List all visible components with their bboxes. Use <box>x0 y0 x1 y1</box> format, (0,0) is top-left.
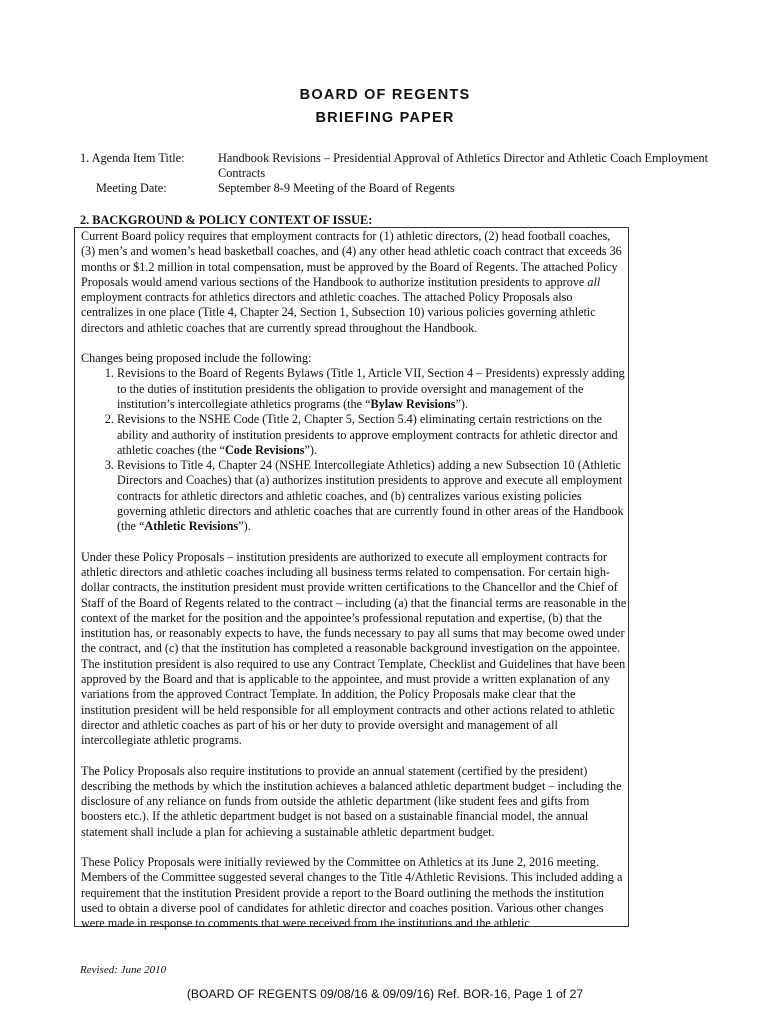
list-item-end: ”). <box>455 396 469 411</box>
list-item-term: Athletic Revisions <box>144 519 239 534</box>
list-item-term: Bylaw Revisions <box>370 396 456 411</box>
content-body <box>81 229 627 946</box>
agenda-item-label: 1. Agenda Item Title: <box>80 151 185 165</box>
agenda-item-value: Handbook Revisions – Presidential Approval of Athletics Director and Athletic Coach Employment Contracts <box>218 151 709 180</box>
list-item <box>117 366 627 412</box>
paragraph-text: Current Board policy requires that employment contracts for (1) athletic directors, (2) head football coaches, (3) men’s and women’s head basketball coaches, and (4) any other head athletic coach contract that exceeds 36 months or $1.2 million in total compensation, must be approved by the Board of Regents. The attached Policy Proposals would amend various sections of the Handbook to authorize institution presidents to approve <box>81 229 622 289</box>
paragraph-policy-proposals: Under these Policy Proposals – institution presidents are authorized to execute all employment contracts for athletic directors and athletic coaches including all business terms related to compensation. For certain high-dollar contracts, the institution president must provide written certifications to the Chancellor and the Chief of Staff of the Board of Regents related to the contract – including (a) that the financial terms are reasonable in the context of the market for the position and the appointee’s professional reputation and expertise, (b) that the institution has, or reasonably expects to have, the funds necessary to pay all sums that may become owed under the contract, and (c) that the institution has completed a reasonable background investigation on the appointee. The institution president is also required to use any Contract Template, Checklist and Guidelines that have been approved by the Board and that is applicable to the appointee, and must provide a written explanation of any variations from the approved Contract Template. In addition, the Policy Proposals make clear that the institution president will be held responsible for all employment contracts and other actions related to athletic director and athletic coaches as part of his or her duty to provide oversight and management of all intercollegiate athletic programs. <box>81 549 627 748</box>
list-item-text: Revisions to the NSHE Code (Title 2, Chapter 5, Section 5.4) eliminating certain restrictions on the ability and authority of institution presidents to approve employment contracts for athletic director and athletic coaches (the “ <box>117 412 618 457</box>
page-footer: (BOARD OF REGENTS 09/08/16 & 09/09/16) Ref. BOR-16, Page 1 of 27 <box>186 987 584 1001</box>
list-item-term: Code Revisions <box>224 442 305 457</box>
list-item-end: ”). <box>238 519 251 534</box>
changes-intro: Changes being proposed include the following: <box>81 351 312 366</box>
meeting-date-label: Meeting Date: <box>96 181 167 195</box>
section-heading: 2. BACKGROUND & POLICY CONTEXT OF ISSUE: <box>80 213 373 227</box>
list-item <box>117 458 627 534</box>
list-item-end: ”). <box>304 442 318 457</box>
document-subtitle: BRIEFING PAPER <box>315 110 455 126</box>
changes-list <box>81 366 627 534</box>
revised-date: Revised: June 2010 <box>80 964 167 976</box>
paragraph-annual-statement: The Policy Proposals also require institutions to provide an annual statement (certified by the president) describing the methods by which the institution achieves a balanced athletic department budget – including the disclosure of any reliance on funds from outside the athletic department (like student fees and gifts from boosters etc.). If the athletic department budget is not based on a sustainable financial model, the annual statement shall include a plan for achieving a sustainable athletic department budget. <box>81 763 622 839</box>
document-title: BOARD OF REGENTS <box>299 87 471 103</box>
paragraph-text: employment contracts for athletics directors and athletic coaches. The attached Policy Proposals also centralizes in one place (Title 4, Chapter 24, Section 1, Subsection 10) various policies governing athletic directors and athletic coaches that are currently spread throughout the Handbook. <box>81 290 596 335</box>
list-item-text: Revisions to Title 4, Chapter 24 (NSHE Intercollegiate Athletics) adding a new Subsection 10 (Athletic Directors and Coaches) that (a) authorizes institution presidents to approve and execute all employment contracts for athletic directors and athletic coaches, and (b) centralizes various existing policies governing athletic directors and athletic coaches that are currently found in other areas of the Handbook (the “ <box>117 458 624 534</box>
emphasis-all: all <box>587 274 601 289</box>
list-item <box>117 412 627 458</box>
meeting-date-value: September 8-9 Meeting of the Board of Regents <box>218 181 455 195</box>
paragraph-current-policy <box>81 229 627 336</box>
paragraph-committee-review: These Policy Proposals were initially reviewed by the Committee on Athletics at its June 2, 2016 meeting. Members of the Committee suggested several changes to the Title 4/Athletic Revisions. This included adding a requirement that the institution President provide a report to the Board outlining the methods the institution used to obtain a diverse pool of candidates for athletic director and coaches position. Various other changes were made in response to comments that were received from the institutions and the athletic <box>81 854 623 931</box>
list-item-text: Revisions to the Board of Regents Bylaws (Title 1, Article VII, Section 4 – Presidents) expressly adding to the duties of institution presidents the obligation to provide oversight and management of the institution’s intercollegiate athletics programs (the “ <box>117 366 625 411</box>
